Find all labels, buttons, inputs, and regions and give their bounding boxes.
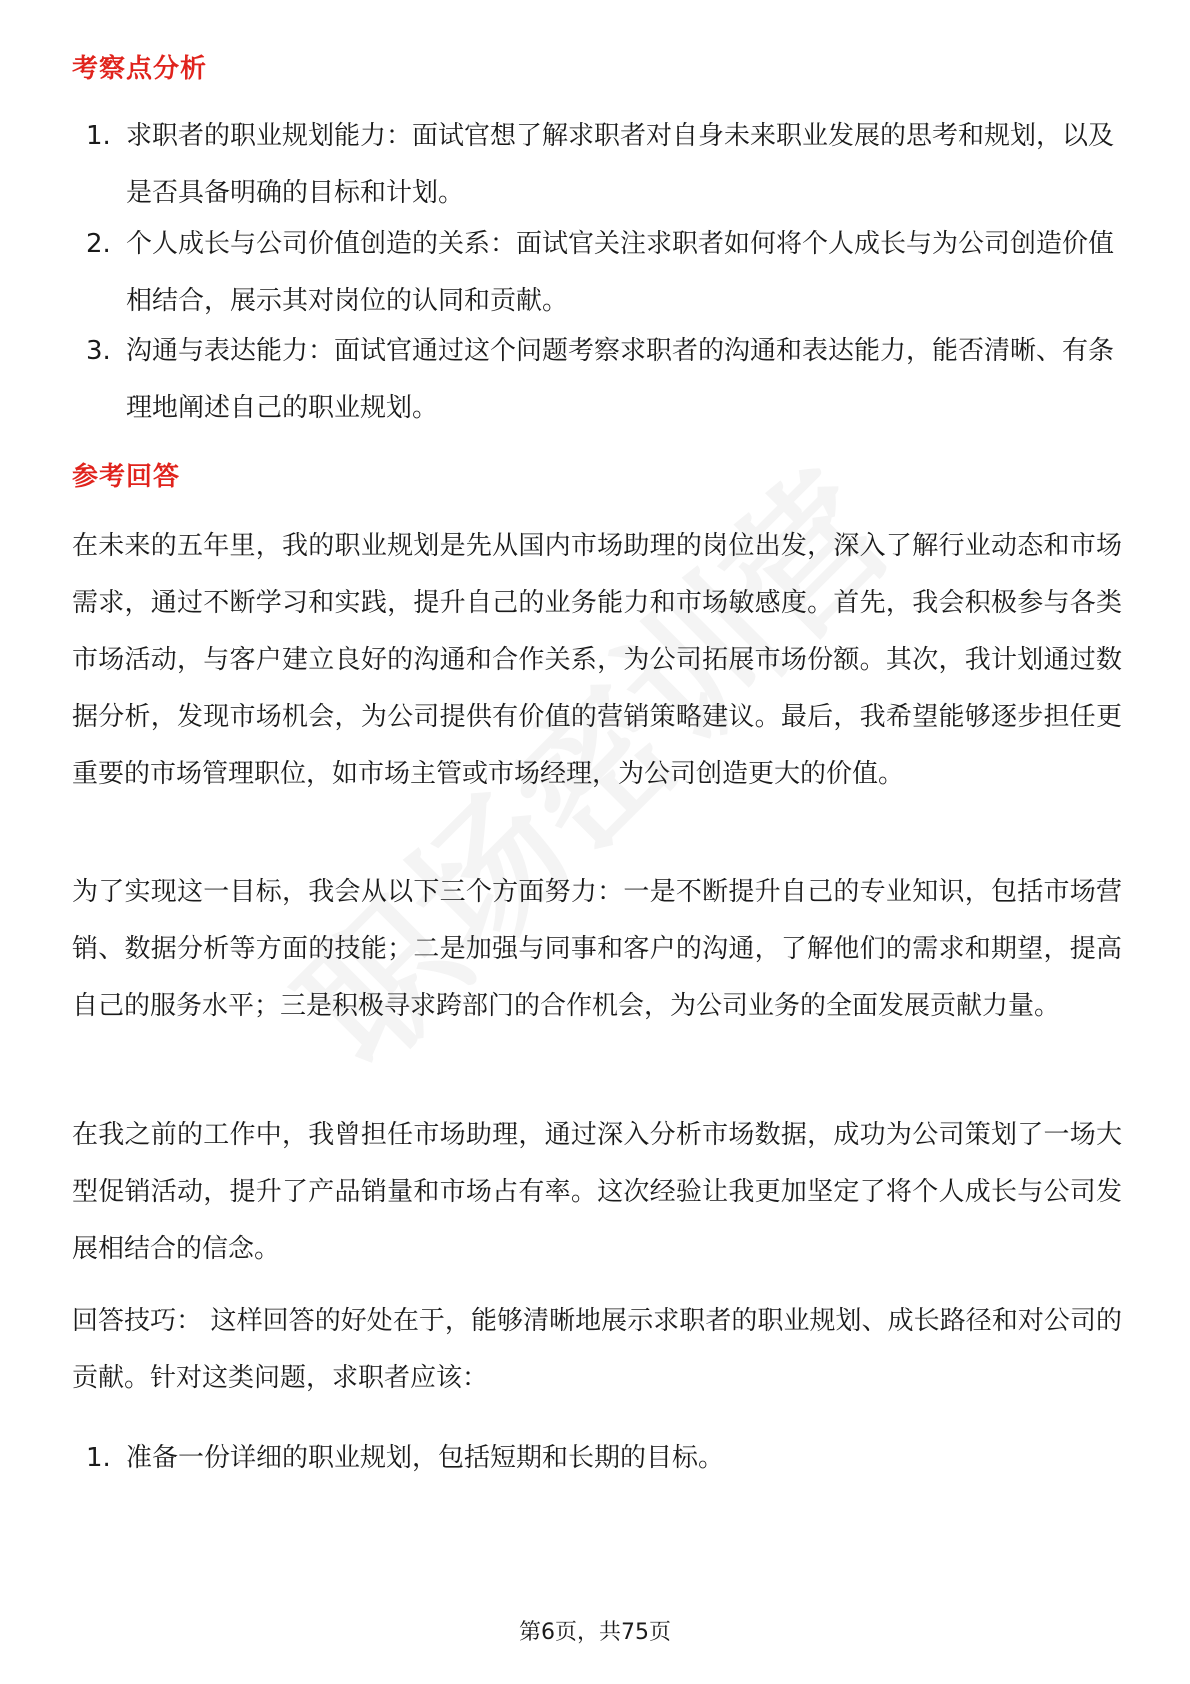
list-item: [86, 1430, 1116, 1487]
page-footer: 第6页，共75页: [519, 1620, 671, 1645]
paragraph: 为了实现这一目标，我会从以下三个方面努力：一是不断提升自己的专业知识，包括市场营销、数据分析等方面的技能；二是加强与同事和客户的沟通，了解他们的需求和期望，提高自己的服务水平；三是积极寻求跨部门的合作机会，为公司业务的全面发展贡献力量。: [72, 877, 1122, 1021]
list-item: [86, 108, 1116, 222]
paragraph: 在我之前的工作中，我曾担任市场助理，通过深入分析市场数据，成功为公司策划了一场大型促销活动，提升了产品销量和市场占有率。这次经验让我更加坚定了将个人成长与公司发展相结合的信念。: [72, 1120, 1122, 1264]
paragraph: 在未来的五年里，我的职业规划是先从国内市场助理的岗位出发，深入了解行业动态和市场需求，通过不断学习和实践，提升自己的业务能力和市场敏感度。首先，我会积极参与各类市场活动，与客户建立良好的沟通和合作关系，为公司拓展市场份额。其次，我计划通过数据分析，发现市场机会，为公司提供有价值的营销策略建议。最后，我希望能够逐步担任更重要的市场管理职位，如市场主管或市场经理，为公司创造更大的价值。: [72, 531, 1122, 789]
answer-tips-paragraph: 回答技巧： 这样回答的好处在于，能够清晰地展示求职者的职业规划、成长路径和对公司的贡献。针对这类问题，求职者应该：: [72, 1306, 1122, 1393]
list-number: 2.: [86, 229, 111, 259]
section-title-reference-answer: 参考回答: [72, 462, 181, 492]
list-number: 1.: [86, 1443, 111, 1473]
list-text: 个人成长与公司价值创造的关系：面试官关注求职者如何将个人成长与为公司创造价值相结合，展示其对岗位的认同和贡献。: [126, 229, 1115, 316]
list-item: [86, 323, 1116, 437]
list-number: 3.: [86, 336, 111, 366]
list-item: [86, 216, 1116, 330]
list-text: 求职者的职业规划能力：面试官想了解求职者对自身未来职业发展的思考和规划，以及是否具备明确的目标和计划。: [126, 121, 1115, 208]
list-text: 准备一份详细的职业规划，包括短期和长期的目标。: [126, 1443, 725, 1473]
list-number: 1.: [86, 121, 111, 151]
list-text: 沟通与表达能力：面试官通过这个问题考察求职者的沟通和表达能力，能否清晰、有条理地阐述自己的职业规划。: [126, 336, 1115, 423]
section-title-analysis: 考察点分析: [72, 54, 208, 84]
